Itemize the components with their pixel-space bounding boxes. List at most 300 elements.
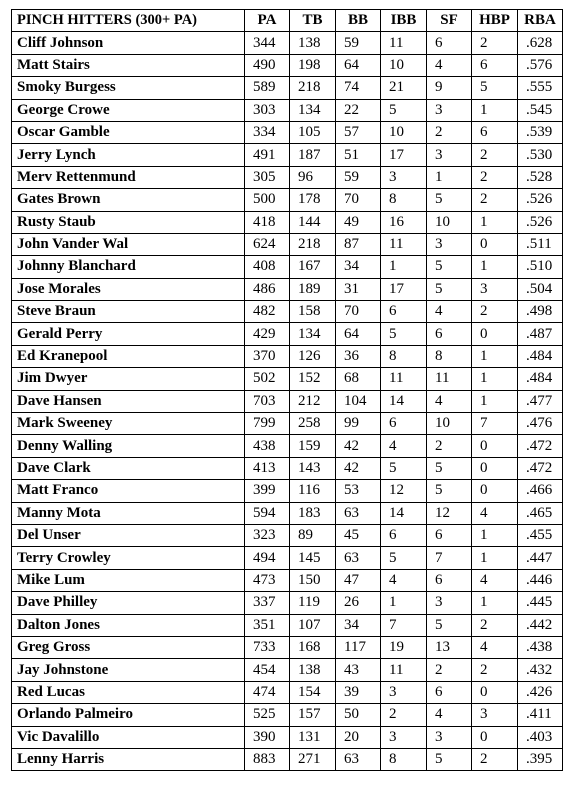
bb-cell: 36 (336, 345, 381, 367)
rba-cell: .545 (518, 99, 563, 121)
player-name: Del Unser (12, 524, 245, 546)
hbp-cell: 0 (472, 323, 518, 345)
tb-cell: 218 (290, 233, 336, 255)
tb-cell: 189 (290, 278, 336, 300)
ibb-cell: 3 (381, 166, 427, 188)
ibb-cell: 7 (381, 614, 427, 636)
rba-cell: .442 (518, 614, 563, 636)
rba-cell: .477 (518, 390, 563, 412)
tb-cell: 271 (290, 748, 336, 770)
pa-cell: 494 (245, 547, 290, 569)
player-name: Mark Sweeney (12, 413, 245, 435)
rba-cell: .511 (518, 233, 563, 255)
pa-cell: 334 (245, 121, 290, 143)
table-row (12, 502, 563, 524)
pa-cell: 703 (245, 390, 290, 412)
ibb-cell: 8 (381, 345, 427, 367)
hbp-cell: 1 (472, 345, 518, 367)
sf-cell: 5 (427, 748, 472, 770)
sf-cell: 5 (427, 614, 472, 636)
sf-cell: 2 (427, 121, 472, 143)
hbp-cell: 0 (472, 726, 518, 748)
ibb-cell: 11 (381, 32, 427, 54)
pa-cell: 429 (245, 323, 290, 345)
ibb-cell: 5 (381, 457, 427, 479)
bb-cell: 74 (336, 77, 381, 99)
table-row (12, 54, 563, 76)
bb-cell: 45 (336, 524, 381, 546)
bb-cell: 31 (336, 278, 381, 300)
header-rba: RBA (518, 10, 563, 32)
pa-cell: 337 (245, 592, 290, 614)
ibb-cell: 8 (381, 189, 427, 211)
rba-cell: .539 (518, 121, 563, 143)
player-name: Smoky Burgess (12, 77, 245, 99)
hbp-cell: 1 (472, 99, 518, 121)
pa-cell: 474 (245, 681, 290, 703)
table-row (12, 345, 563, 367)
sf-cell: 4 (427, 704, 472, 726)
sf-cell: 5 (427, 189, 472, 211)
rba-cell: .628 (518, 32, 563, 54)
tb-cell: 134 (290, 99, 336, 121)
bb-cell: 39 (336, 681, 381, 703)
player-name: Terry Crowley (12, 547, 245, 569)
table-row (12, 659, 563, 681)
hbp-cell: 2 (472, 166, 518, 188)
sf-cell: 3 (427, 233, 472, 255)
rba-cell: .476 (518, 413, 563, 435)
bb-cell: 51 (336, 144, 381, 166)
table-row (12, 189, 563, 211)
pa-cell: 399 (245, 480, 290, 502)
sf-cell: 10 (427, 413, 472, 435)
tb-cell: 145 (290, 547, 336, 569)
rba-cell: .465 (518, 502, 563, 524)
table-row (12, 524, 563, 546)
table-row (12, 569, 563, 591)
player-name: Vic Davalillo (12, 726, 245, 748)
pa-cell: 525 (245, 704, 290, 726)
sf-cell: 13 (427, 636, 472, 658)
tb-cell: 154 (290, 681, 336, 703)
tb-cell: 89 (290, 524, 336, 546)
sf-cell: 9 (427, 77, 472, 99)
sf-cell: 8 (427, 345, 472, 367)
rba-cell: .403 (518, 726, 563, 748)
ibb-cell: 16 (381, 211, 427, 233)
player-name: Lenny Harris (12, 748, 245, 770)
hbp-cell: 1 (472, 368, 518, 390)
tb-cell: 150 (290, 569, 336, 591)
ibb-cell: 21 (381, 77, 427, 99)
hbp-cell: 4 (472, 569, 518, 591)
table-row (12, 368, 563, 390)
ibb-cell: 19 (381, 636, 427, 658)
hbp-cell: 0 (472, 457, 518, 479)
pa-cell: 491 (245, 144, 290, 166)
pa-cell: 305 (245, 166, 290, 188)
ibb-cell: 4 (381, 435, 427, 457)
bb-cell: 47 (336, 569, 381, 591)
bb-cell: 43 (336, 659, 381, 681)
header-tb: TB (290, 10, 336, 32)
table-row (12, 166, 563, 188)
header-pa: PA (245, 10, 290, 32)
player-name: Jose Morales (12, 278, 245, 300)
rba-cell: .432 (518, 659, 563, 681)
ibb-cell: 2 (381, 704, 427, 726)
ibb-cell: 6 (381, 524, 427, 546)
tb-cell: 116 (290, 480, 336, 502)
header-bb: BB (336, 10, 381, 32)
player-name: Mike Lum (12, 569, 245, 591)
hbp-cell: 6 (472, 121, 518, 143)
pa-cell: 351 (245, 614, 290, 636)
sf-cell: 1 (427, 166, 472, 188)
hbp-cell: 0 (472, 480, 518, 502)
sf-cell: 5 (427, 480, 472, 502)
tb-cell: 143 (290, 457, 336, 479)
tb-cell: 157 (290, 704, 336, 726)
tb-cell: 107 (290, 614, 336, 636)
table-row (12, 32, 563, 54)
ibb-cell: 1 (381, 592, 427, 614)
bb-cell: 68 (336, 368, 381, 390)
tb-cell: 138 (290, 32, 336, 54)
table-row (12, 726, 563, 748)
table-row (12, 323, 563, 345)
sf-cell: 12 (427, 502, 472, 524)
table-row (12, 704, 563, 726)
hbp-cell: 6 (472, 54, 518, 76)
player-name: Merv Rettenmund (12, 166, 245, 188)
pa-cell: 502 (245, 368, 290, 390)
table-row (12, 480, 563, 502)
player-name: Dave Philley (12, 592, 245, 614)
rba-cell: .446 (518, 569, 563, 591)
bb-cell: 34 (336, 256, 381, 278)
tb-cell: 126 (290, 345, 336, 367)
pa-cell: 486 (245, 278, 290, 300)
rba-cell: .447 (518, 547, 563, 569)
player-name: Matt Stairs (12, 54, 245, 76)
header-sf: SF (427, 10, 472, 32)
pa-cell: 303 (245, 99, 290, 121)
sf-cell: 10 (427, 211, 472, 233)
ibb-cell: 4 (381, 569, 427, 591)
table-row (12, 390, 563, 412)
bb-cell: 87 (336, 233, 381, 255)
player-name: Ed Kranepool (12, 345, 245, 367)
bb-cell: 64 (336, 54, 381, 76)
hbp-cell: 2 (472, 144, 518, 166)
rba-cell: .498 (518, 301, 563, 323)
sf-cell: 7 (427, 547, 472, 569)
player-name: Gerald Perry (12, 323, 245, 345)
player-name: Rusty Staub (12, 211, 245, 233)
player-name: George Crowe (12, 99, 245, 121)
player-name: Jim Dwyer (12, 368, 245, 390)
tb-cell: 134 (290, 323, 336, 345)
pa-cell: 624 (245, 233, 290, 255)
player-name: Jerry Lynch (12, 144, 245, 166)
sf-cell: 4 (427, 54, 472, 76)
hbp-cell: 3 (472, 278, 518, 300)
pa-cell: 370 (245, 345, 290, 367)
hbp-cell: 7 (472, 413, 518, 435)
pa-cell: 799 (245, 413, 290, 435)
pa-cell: 408 (245, 256, 290, 278)
hbp-cell: 1 (472, 524, 518, 546)
rba-cell: .411 (518, 704, 563, 726)
table-row (12, 99, 563, 121)
tb-cell: 212 (290, 390, 336, 412)
tb-cell: 183 (290, 502, 336, 524)
tb-cell: 119 (290, 592, 336, 614)
ibb-cell: 11 (381, 659, 427, 681)
sf-cell: 3 (427, 726, 472, 748)
player-name: Jay Johnstone (12, 659, 245, 681)
tb-cell: 105 (290, 121, 336, 143)
hbp-cell: 3 (472, 704, 518, 726)
ibb-cell: 5 (381, 99, 427, 121)
ibb-cell: 8 (381, 748, 427, 770)
tb-cell: 258 (290, 413, 336, 435)
bb-cell: 104 (336, 390, 381, 412)
ibb-cell: 17 (381, 144, 427, 166)
player-name: Orlando Palmeiro (12, 704, 245, 726)
table-row (12, 547, 563, 569)
hbp-cell: 4 (472, 636, 518, 658)
sf-cell: 3 (427, 99, 472, 121)
player-name: Oscar Gamble (12, 121, 245, 143)
sf-cell: 6 (427, 569, 472, 591)
hbp-cell: 4 (472, 502, 518, 524)
hbp-cell: 1 (472, 211, 518, 233)
table-row (12, 748, 563, 770)
rba-cell: .487 (518, 323, 563, 345)
hbp-cell: 5 (472, 77, 518, 99)
hbp-cell: 1 (472, 547, 518, 569)
sf-cell: 3 (427, 144, 472, 166)
ibb-cell: 17 (381, 278, 427, 300)
rba-cell: .472 (518, 435, 563, 457)
table-row (12, 636, 563, 658)
hbp-cell: 2 (472, 748, 518, 770)
hbp-cell: 1 (472, 592, 518, 614)
bb-cell: 50 (336, 704, 381, 726)
rba-cell: .526 (518, 189, 563, 211)
ibb-cell: 1 (381, 256, 427, 278)
table-row (12, 233, 563, 255)
pa-cell: 323 (245, 524, 290, 546)
table-row (12, 681, 563, 703)
hbp-cell: 2 (472, 659, 518, 681)
table-container (11, 9, 563, 771)
pa-cell: 482 (245, 301, 290, 323)
rba-cell: .504 (518, 278, 563, 300)
ibb-cell: 14 (381, 502, 427, 524)
bb-cell: 70 (336, 301, 381, 323)
rba-cell: .472 (518, 457, 563, 479)
rba-cell: .526 (518, 211, 563, 233)
tb-cell: 178 (290, 189, 336, 211)
player-name: Dave Clark (12, 457, 245, 479)
pa-cell: 438 (245, 435, 290, 457)
ibb-cell: 10 (381, 121, 427, 143)
bb-cell: 63 (336, 748, 381, 770)
bb-cell: 63 (336, 547, 381, 569)
rba-cell: .576 (518, 54, 563, 76)
hbp-cell: 1 (472, 256, 518, 278)
bb-cell: 99 (336, 413, 381, 435)
ibb-cell: 11 (381, 233, 427, 255)
player-name: Johnny Blanchard (12, 256, 245, 278)
sf-cell: 5 (427, 278, 472, 300)
hbp-cell: 0 (472, 233, 518, 255)
hbp-cell: 2 (472, 32, 518, 54)
player-name: Dalton Jones (12, 614, 245, 636)
bb-cell: 22 (336, 99, 381, 121)
rba-cell: .484 (518, 345, 563, 367)
sf-cell: 2 (427, 659, 472, 681)
pa-cell: 490 (245, 54, 290, 76)
table-row (12, 77, 563, 99)
bb-cell: 26 (336, 592, 381, 614)
table-row (12, 256, 563, 278)
sf-cell: 3 (427, 592, 472, 614)
rba-cell: .484 (518, 368, 563, 390)
bb-cell: 20 (336, 726, 381, 748)
player-name: Steve Braun (12, 301, 245, 323)
bb-cell: 42 (336, 435, 381, 457)
rba-cell: .528 (518, 166, 563, 188)
pa-cell: 418 (245, 211, 290, 233)
table-row (12, 435, 563, 457)
header-ibb: IBB (381, 10, 427, 32)
player-name: Manny Mota (12, 502, 245, 524)
ibb-cell: 14 (381, 390, 427, 412)
pa-cell: 454 (245, 659, 290, 681)
rba-cell: .426 (518, 681, 563, 703)
pinch-hitters-table (11, 9, 563, 771)
table-row (12, 211, 563, 233)
sf-cell: 5 (427, 256, 472, 278)
player-name: Denny Walling (12, 435, 245, 457)
sf-cell: 5 (427, 457, 472, 479)
rba-cell: .530 (518, 144, 563, 166)
rba-cell: .445 (518, 592, 563, 614)
bb-cell: 63 (336, 502, 381, 524)
bb-cell: 57 (336, 121, 381, 143)
bb-cell: 53 (336, 480, 381, 502)
hbp-cell: 0 (472, 435, 518, 457)
sf-cell: 11 (427, 368, 472, 390)
bb-cell: 42 (336, 457, 381, 479)
table-row (12, 144, 563, 166)
rba-cell: .510 (518, 256, 563, 278)
bb-cell: 70 (336, 189, 381, 211)
hbp-cell: 2 (472, 614, 518, 636)
tb-cell: 158 (290, 301, 336, 323)
hbp-cell: 2 (472, 189, 518, 211)
pa-cell: 413 (245, 457, 290, 479)
ibb-cell: 3 (381, 726, 427, 748)
ibb-cell: 12 (381, 480, 427, 502)
rba-cell: .438 (518, 636, 563, 658)
rba-cell: .455 (518, 524, 563, 546)
sf-cell: 4 (427, 390, 472, 412)
ibb-cell: 5 (381, 547, 427, 569)
table-row (12, 278, 563, 300)
bb-cell: 59 (336, 32, 381, 54)
table-row (12, 457, 563, 479)
player-name: Gates Brown (12, 189, 245, 211)
sf-cell: 4 (427, 301, 472, 323)
table-row (12, 592, 563, 614)
tb-cell: 168 (290, 636, 336, 658)
sf-cell: 6 (427, 524, 472, 546)
tb-cell: 159 (290, 435, 336, 457)
player-name: Red Lucas (12, 681, 245, 703)
tb-cell: 131 (290, 726, 336, 748)
tb-cell: 96 (290, 166, 336, 188)
pa-cell: 733 (245, 636, 290, 658)
hbp-cell: 2 (472, 301, 518, 323)
tb-cell: 144 (290, 211, 336, 233)
player-name: Cliff Johnson (12, 32, 245, 54)
player-name: John Vander Wal (12, 233, 245, 255)
hbp-cell: 1 (472, 390, 518, 412)
rba-cell: .395 (518, 748, 563, 770)
tb-cell: 138 (290, 659, 336, 681)
tb-cell: 218 (290, 77, 336, 99)
pa-cell: 344 (245, 32, 290, 54)
bb-cell: 117 (336, 636, 381, 658)
tb-cell: 167 (290, 256, 336, 278)
tb-cell: 187 (290, 144, 336, 166)
rba-cell: .555 (518, 77, 563, 99)
sf-cell: 6 (427, 323, 472, 345)
sf-cell: 6 (427, 681, 472, 703)
ibb-cell: 6 (381, 413, 427, 435)
player-name: Greg Gross (12, 636, 245, 658)
table-header-row (12, 10, 563, 32)
header-hbp: HBP (472, 10, 518, 32)
player-name: Dave Hansen (12, 390, 245, 412)
pa-cell: 589 (245, 77, 290, 99)
ibb-cell: 11 (381, 368, 427, 390)
sf-cell: 6 (427, 32, 472, 54)
table-row (12, 301, 563, 323)
bb-cell: 49 (336, 211, 381, 233)
tb-cell: 152 (290, 368, 336, 390)
tb-cell: 198 (290, 54, 336, 76)
pa-cell: 594 (245, 502, 290, 524)
rba-cell: .466 (518, 480, 563, 502)
bb-cell: 64 (336, 323, 381, 345)
sf-cell: 2 (427, 435, 472, 457)
ibb-cell: 5 (381, 323, 427, 345)
header-player: PINCH HITTERS (300+ PA) (12, 10, 245, 32)
ibb-cell: 3 (381, 681, 427, 703)
pa-cell: 390 (245, 726, 290, 748)
table-row (12, 614, 563, 636)
bb-cell: 34 (336, 614, 381, 636)
bb-cell: 59 (336, 166, 381, 188)
pa-cell: 500 (245, 189, 290, 211)
